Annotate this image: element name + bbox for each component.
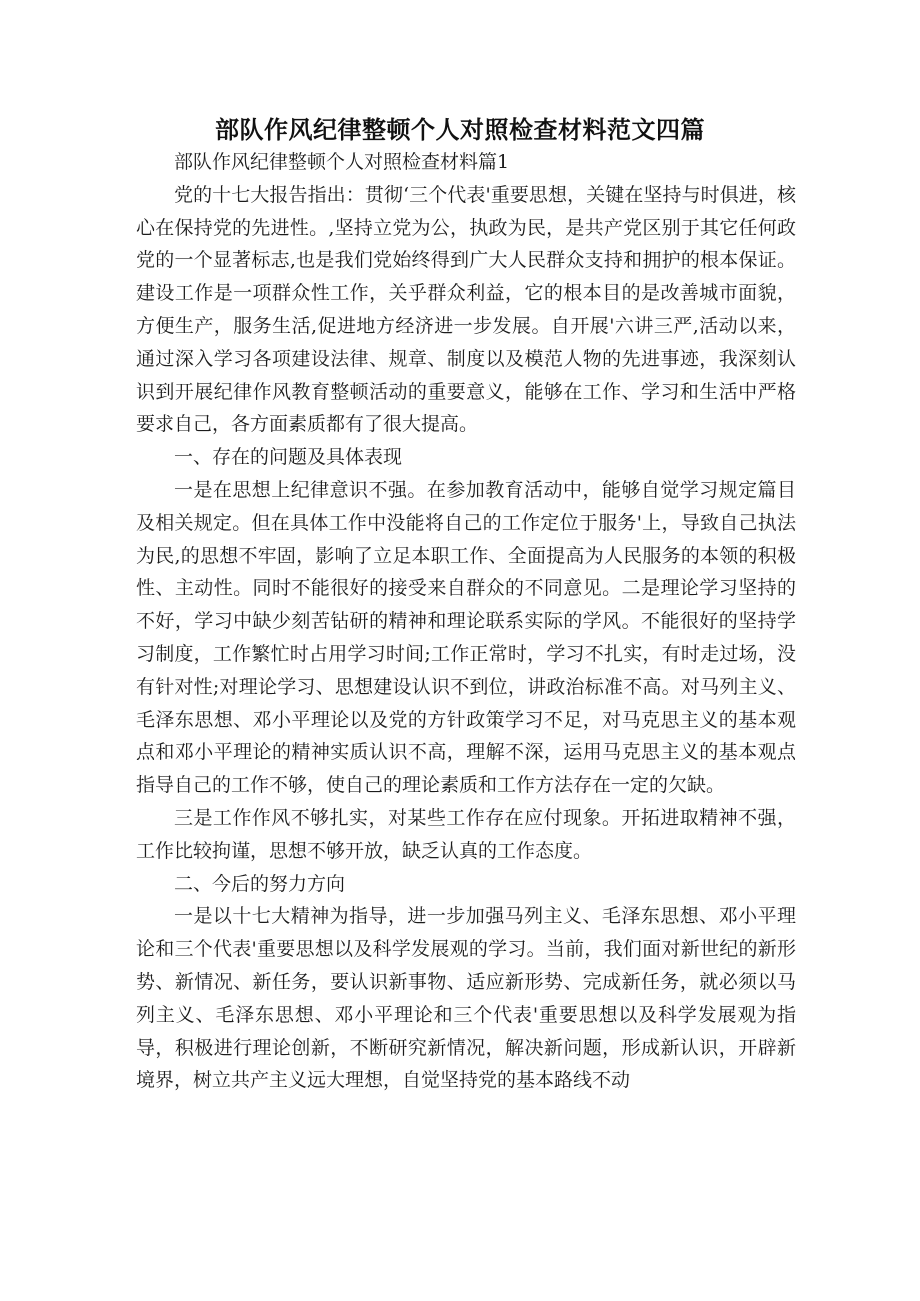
section-heading: 二、今后的努力方向 [174, 872, 346, 895]
body-paragraph: 一是在思想上纪律意识不强。在参加教育活动中，能够自觉学习规定篇目及相关规定。但在具体工作中没能将自己的工作定位于服务'上，导致自己执法为民,的思想不牢固，影响了立足本职工作、全面提高为人民服务的本领的积极性、主动性。同时不能很好的接受来自群众的不同意见。二是理论学习坚持的不好，学习中缺少刻苦钻研的精神和理论联系实际的学风。不能很好的坚持学习制度，工作繁忙时占用学习时间;工作正常时，学习不扎实，有时走过场，没有针对性;对理论学习、思想建设认识不到位，讲政治标准不高。对马列主义、毛泽东思想、邓小平理论以及党的方针政策学习不足，对马克思主义的基本观点和邓小平理论的精神实质认识不高，理解不深，运用马克思主义的基本观点指导自己的工作不够，使自己的理论素质和工作方法存在一定的欠缺。 [136, 478, 796, 797]
document-body [136, 146, 796, 1097]
body-paragraph: 党的十七大报告指出：贯彻‘三个代表'重要思想，关键在坚持与时俱进，核心在保持党的先进性。,坚持立党为公，执政为民，是共产党区别于其它任何政党的一个显著标志,也是我们党始终得到广大人民群众支持和拥护的根本保证。建设工作是一项群众性工作，关乎群众利益，它的根本目的是改善城市面貌，方便生产，服务生活,促进地方经济进一步发展。自开展'六讲三严,活动以来，通过深入学习各项建设法律、规章、制度以及模范人物的先进事迹，我深刻认识到开展纪律作风教育整顿活动的重要意义，能够在工作、学习和生活中严格要求自己，各方面素质都有了很大提高。 [136, 183, 796, 436]
body-paragraph: 一是以十七大精神为指导，进一步加强马列主义、毛泽东思想、邓小平理论和三个代表'重要思想以及科学发展观的学习。当前，我们面对新世纪的新形势、新情况、新任务，要认识新事物、适应新形势、完成新任务，就必须以马列主义、毛泽东思想、邓小平理论和三个代表'重要思想以及科学发展观为指导，积极进行理论创新，不断研究新情况，解决新问题，形成新认识，开辟新境界，树立共产主义远大理想，自觉坚持党的基本路线不动 [136, 905, 796, 1092]
section-heading: 一、存在的问题及具体表现 [174, 446, 403, 469]
section-subtitle: 部队作风纪律整顿个人对照检查材料篇1 [174, 151, 510, 173]
body-paragraph: 三是工作作风不够扎实，对某些工作存在应付现象。开拓进取精神不强，工作比较拘谨，思想不够开放，缺乏认真的工作态度。 [136, 806, 796, 862]
document-title: 部队作风纪律整顿个人对照检查材料范文四篇 [215, 116, 705, 144]
